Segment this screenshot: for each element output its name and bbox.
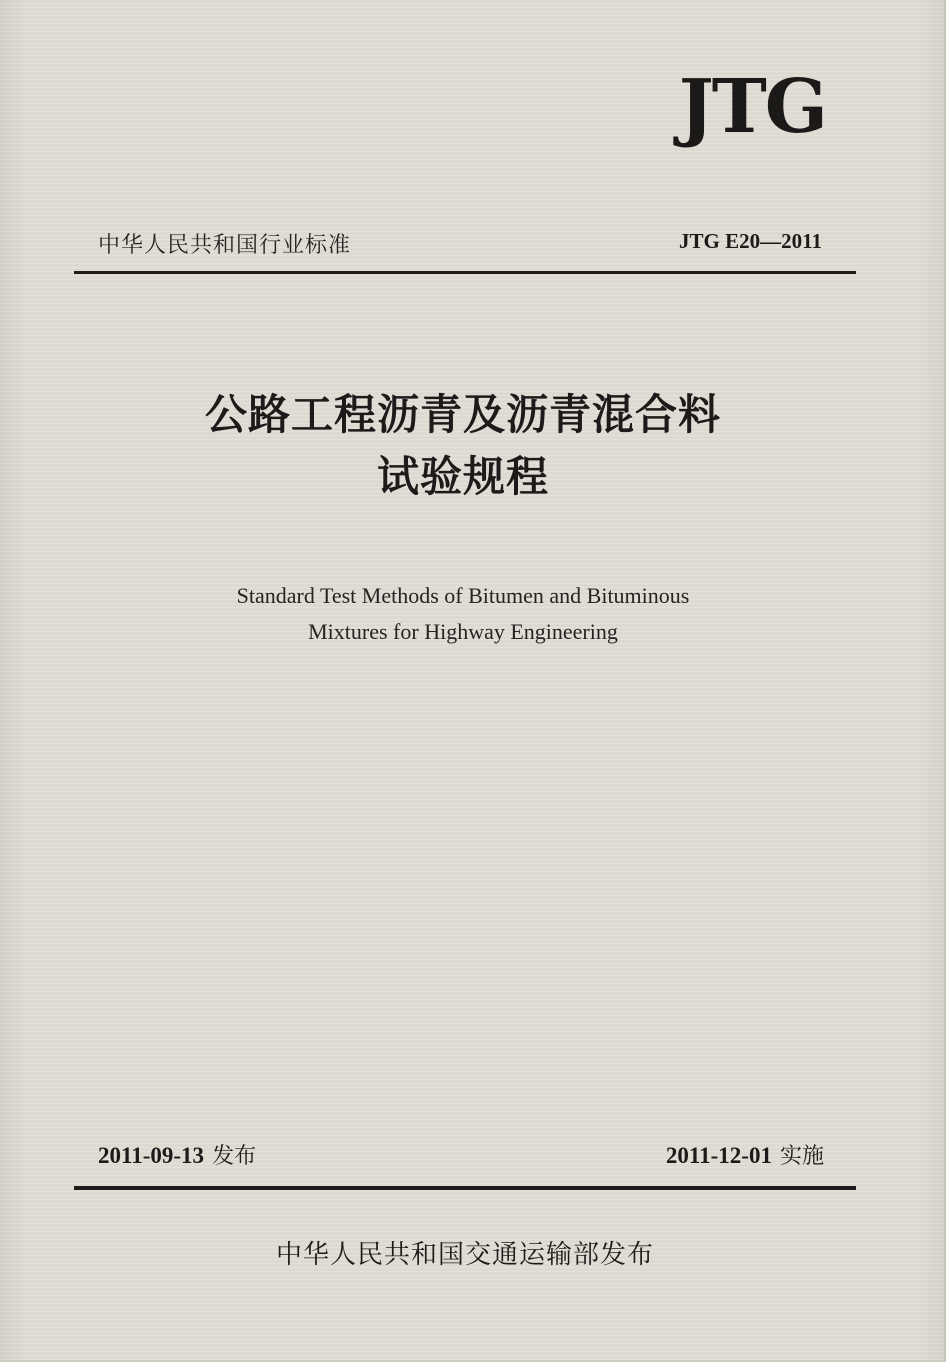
implement-label: 实施 — [779, 1144, 824, 1169]
standard-category: 中华人民共和国行业标准 — [98, 233, 352, 258]
standard-code: JTG E20—2011 — [679, 229, 822, 253]
chinese-title-line-2: 试验规程 — [376, 452, 549, 501]
chinese-title-line-1: 公路工程沥青及沥青混合料 — [204, 390, 721, 439]
issue-date: 2011-09-13 — [98, 1143, 205, 1168]
implement-date: 2011-12-01 — [665, 1143, 772, 1168]
english-title — [0, 578, 926, 650]
issue-label: 发布 — [212, 1144, 257, 1169]
english-title-line-2: Mixtures for Highway Engineering — [308, 619, 618, 644]
english-title-line-1: Standard Test Methods of Bitumen and Bituminous — [236, 583, 690, 608]
bottom-divider — [74, 1186, 856, 1190]
publisher: 中华人民共和国交通运输部发布 — [275, 1240, 654, 1270]
top-divider — [74, 271, 856, 274]
issue-date-block — [98, 1139, 256, 1170]
jtg-logo: JTG — [678, 64, 826, 150]
implement-date-block — [666, 1139, 824, 1170]
chinese-title — [0, 384, 926, 508]
